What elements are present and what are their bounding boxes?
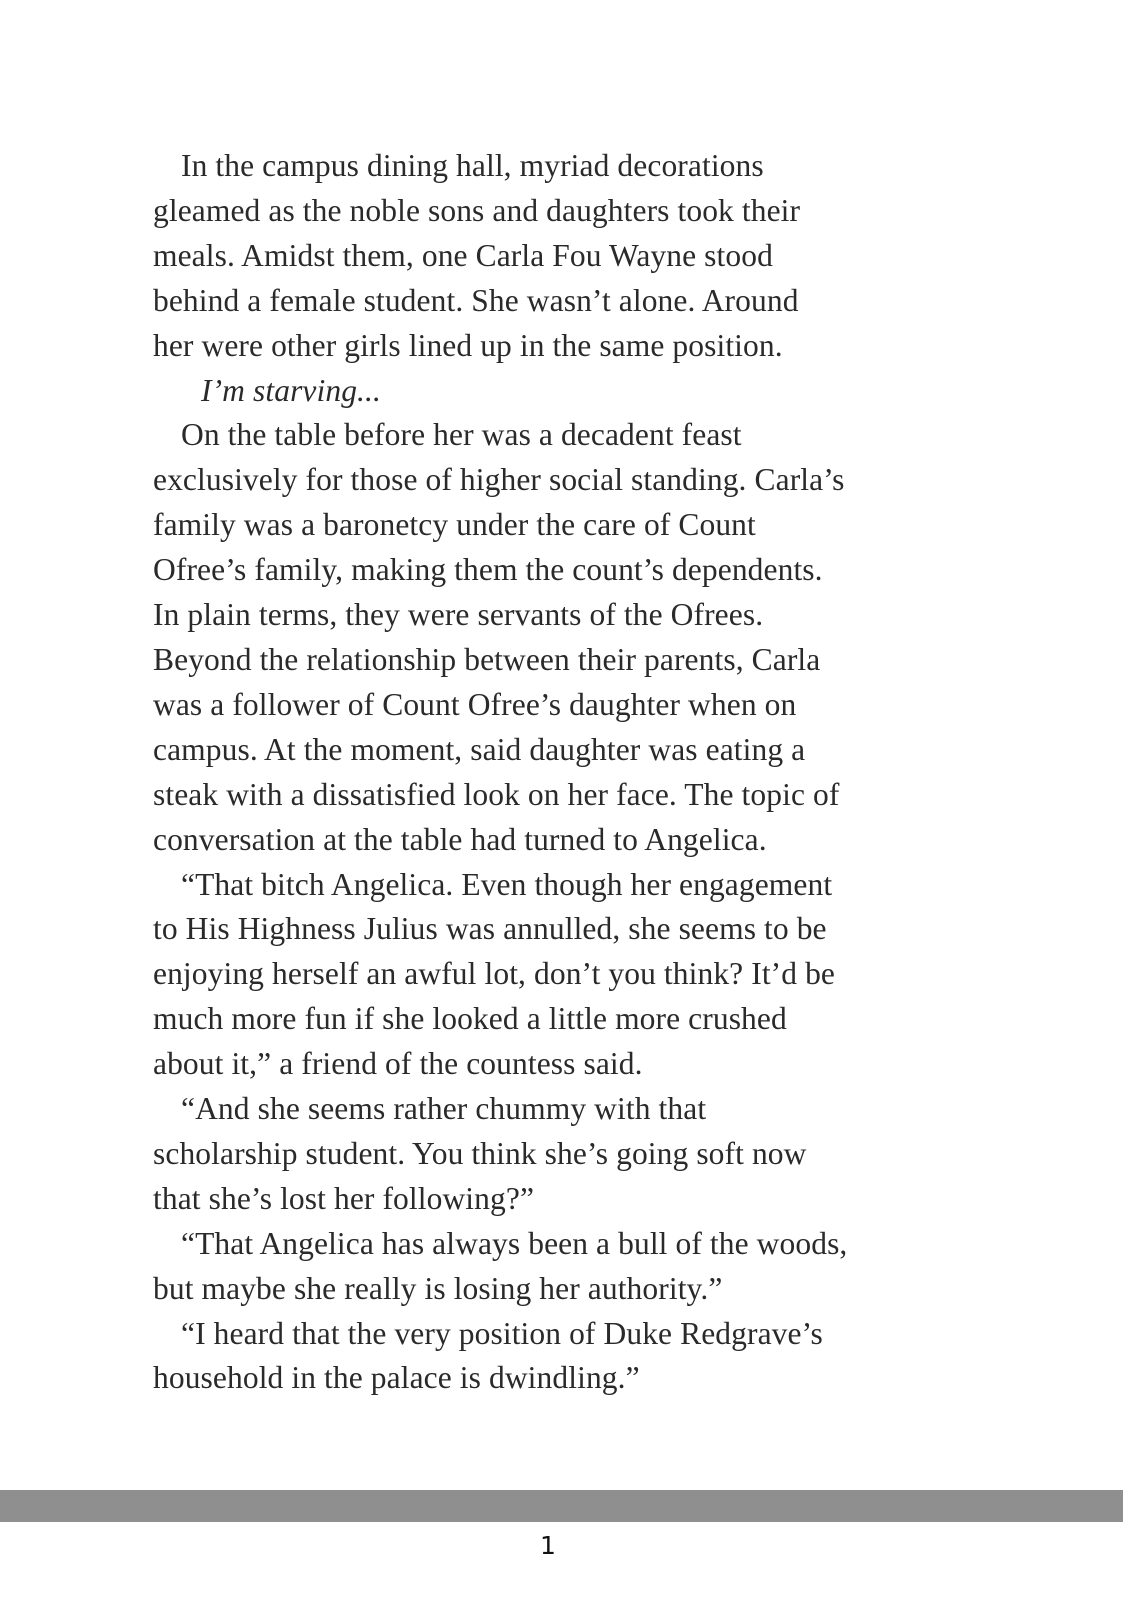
page-number: 1: [540, 1531, 556, 1560]
dialogue-line: “I heard that the very position of Duke Redgrave’s: [181, 1315, 823, 1351]
dialogue-line: that she’s lost her following?”: [153, 1180, 535, 1216]
paragraph-line: On the table before her was a decadent feast: [181, 417, 742, 453]
dialogue-line: scholarship student. You think she’s going soft now: [153, 1135, 807, 1171]
dialogue-line: but maybe she really is losing her authority.”: [153, 1270, 723, 1306]
paragraph-line: In the campus dining hall, myriad decorations: [181, 148, 764, 183]
paragraph-line: Ofree’s family, making them the count’s dependents.: [153, 552, 823, 588]
dialogue-line: to His Highness Julius was annulled, she seems to be: [153, 911, 827, 947]
dialogue-line: “And she seems rather chummy with that: [181, 1091, 707, 1127]
paragraph-line: behind a female student. She wasn’t alone. Around: [153, 282, 799, 318]
page-body-text: [153, 144, 953, 1401]
paragraph-line: family was a baronetcy under the care of Count: [153, 507, 756, 543]
paragraph-line: In plain terms, they were servants of the Ofrees.: [153, 597, 764, 633]
dialogue-line: household in the palace is dwindling.”: [153, 1360, 640, 1396]
paragraph-line: campus. At the moment, said daughter was eating a: [153, 731, 806, 767]
dialogue-line: much more fun if she looked a little more crushed: [153, 1001, 787, 1037]
dialogue-line: about it,” a friend of the countess said.: [153, 1046, 643, 1082]
paragraph-line: steak with a dissatisfied look on her face. The topic of: [153, 776, 840, 812]
paragraph-line: gleamed as the noble sons and daughters took their: [153, 192, 801, 228]
inner-thought-line: I’m starving...: [201, 372, 381, 408]
paragraph-line: meals. Amidst them, one Carla Fou Wayne stood: [153, 237, 773, 273]
footer-bar: [0, 1490, 1123, 1522]
dialogue-line: enjoying herself an awful lot, don’t you think? It’d be: [153, 956, 836, 992]
paragraph-line: exclusively for those of higher social standing. Carla’s: [153, 462, 845, 498]
paragraph-line: her were other girls lined up in the same position.: [153, 327, 783, 363]
paragraph-line: conversation at the table had turned to Angelica.: [153, 821, 767, 857]
dialogue-line: “That Angelica has always been a bull of the woods,: [181, 1225, 848, 1261]
paragraph-line: was a follower of Count Ofree’s daughter when on: [153, 686, 797, 722]
dialogue-line: “That bitch Angelica. Even though her engagement: [181, 866, 833, 902]
paragraph-line: Beyond the relationship between their parents, Carla: [153, 641, 821, 677]
